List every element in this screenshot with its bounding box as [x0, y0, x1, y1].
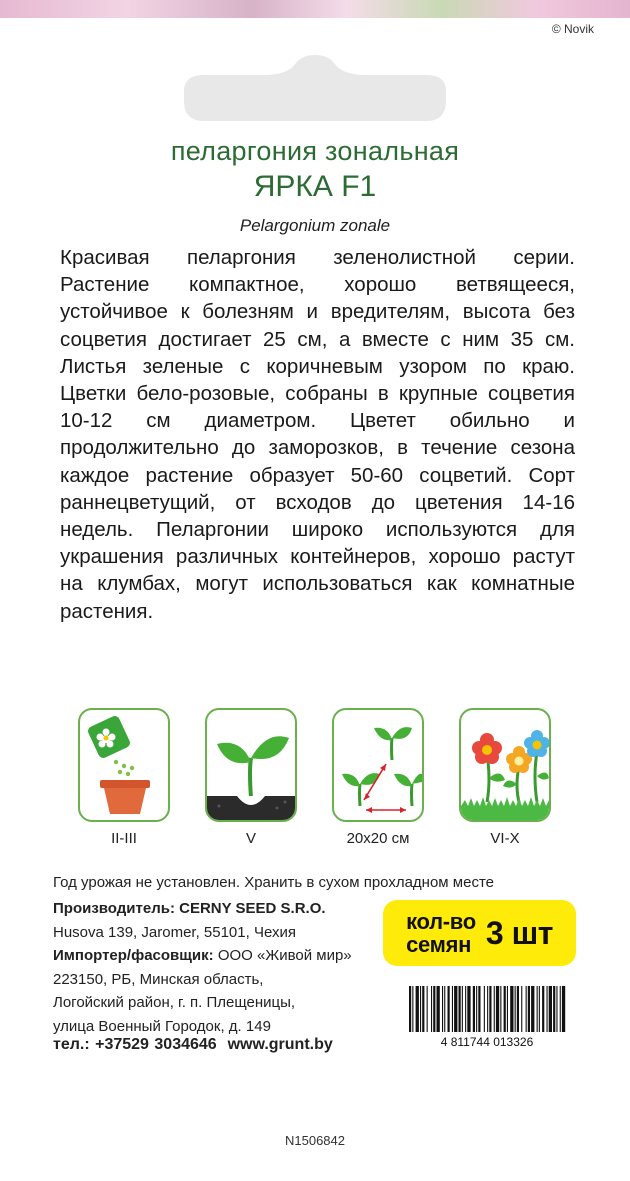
sowing-pot-icon [80, 710, 168, 820]
importer-address-3: улица Военный Городок, д. 149 [53, 1017, 271, 1035]
planting-spacing-icon [334, 710, 422, 820]
importer-address-2: Логойский район, г. п. Плещеницы, [53, 994, 296, 1011]
product-description: Красивая пеларгония зеленолистной серии. Растение компактное, хорошо ветвящееся, устойчивое к болезням и вредителям, высота без соцветия достигает 25 см, а вместе с ним 35 см. Листья зеленые с коричневым узором по краю. Цветки бело-розовые, собраны в крупные соцветия 10-12 см диаметром. Цветет обильно и продолжительно до заморозков, в течение сезона каждое растение образует 50-60 соцветий. Сорт раннецветущий, от всходов до цветения 14-16 недель. Пеларгонии широко используются для украшения различных контейнеров, хорошо растут на клумбах, могут использоваться как комнатные растения. [60, 246, 575, 623]
flower-photo-strip [0, 0, 630, 18]
seed-count-value: 3 шт [485, 914, 553, 951]
storage-note: Год урожая не установлен. Хранить в сухом прохладном месте [53, 874, 494, 891]
barcode-number: 4 811744 013326 [440, 1035, 534, 1048]
producer-address: Husova 139, Jaromer, 55101, Чехия [53, 923, 296, 941]
seed-count-label [406, 910, 476, 956]
barcode [401, 984, 573, 1048]
importer-label: Импортер/фасовщик: [53, 947, 214, 964]
importer-address-1: 223150, РБ, Минская область, [53, 970, 264, 988]
article-number: N1506842 [285, 1133, 345, 1148]
hang-hole-tab [184, 55, 446, 121]
seed-count-label-2: семян [406, 932, 472, 957]
seed-count-label-1: кол-во [406, 909, 476, 934]
spacing-value: 20x20 см [346, 830, 410, 847]
copyright-text: © Novik [551, 22, 594, 36]
seed-count-badge [383, 900, 576, 966]
growing-icons [78, 708, 558, 858]
seedling-icon [207, 710, 295, 820]
spacing-card [332, 708, 424, 822]
flowering-card [459, 708, 551, 822]
sowing-card [78, 708, 170, 822]
latin-name: Pelargonium zonale [239, 216, 391, 235]
producer-label: Производитель: CERNY SEED S.R.O. [53, 900, 326, 917]
sowing-period: II-III [111, 830, 137, 847]
manufacturer-info [53, 897, 352, 1038]
seedling-card [205, 708, 297, 822]
variety-name: ЯРКА F1 [253, 170, 377, 203]
contact-info: тел.: +37529 3034646 www.grunt.by [53, 1036, 333, 1053]
importer-name: ООО «Живой мир» [213, 947, 352, 964]
seedling-period: V [245, 830, 256, 847]
flowering-icon [461, 710, 549, 820]
product-title: пеларгония зональная [170, 136, 460, 166]
importer-line [53, 944, 352, 968]
flowering-period: VI-X [490, 830, 520, 847]
